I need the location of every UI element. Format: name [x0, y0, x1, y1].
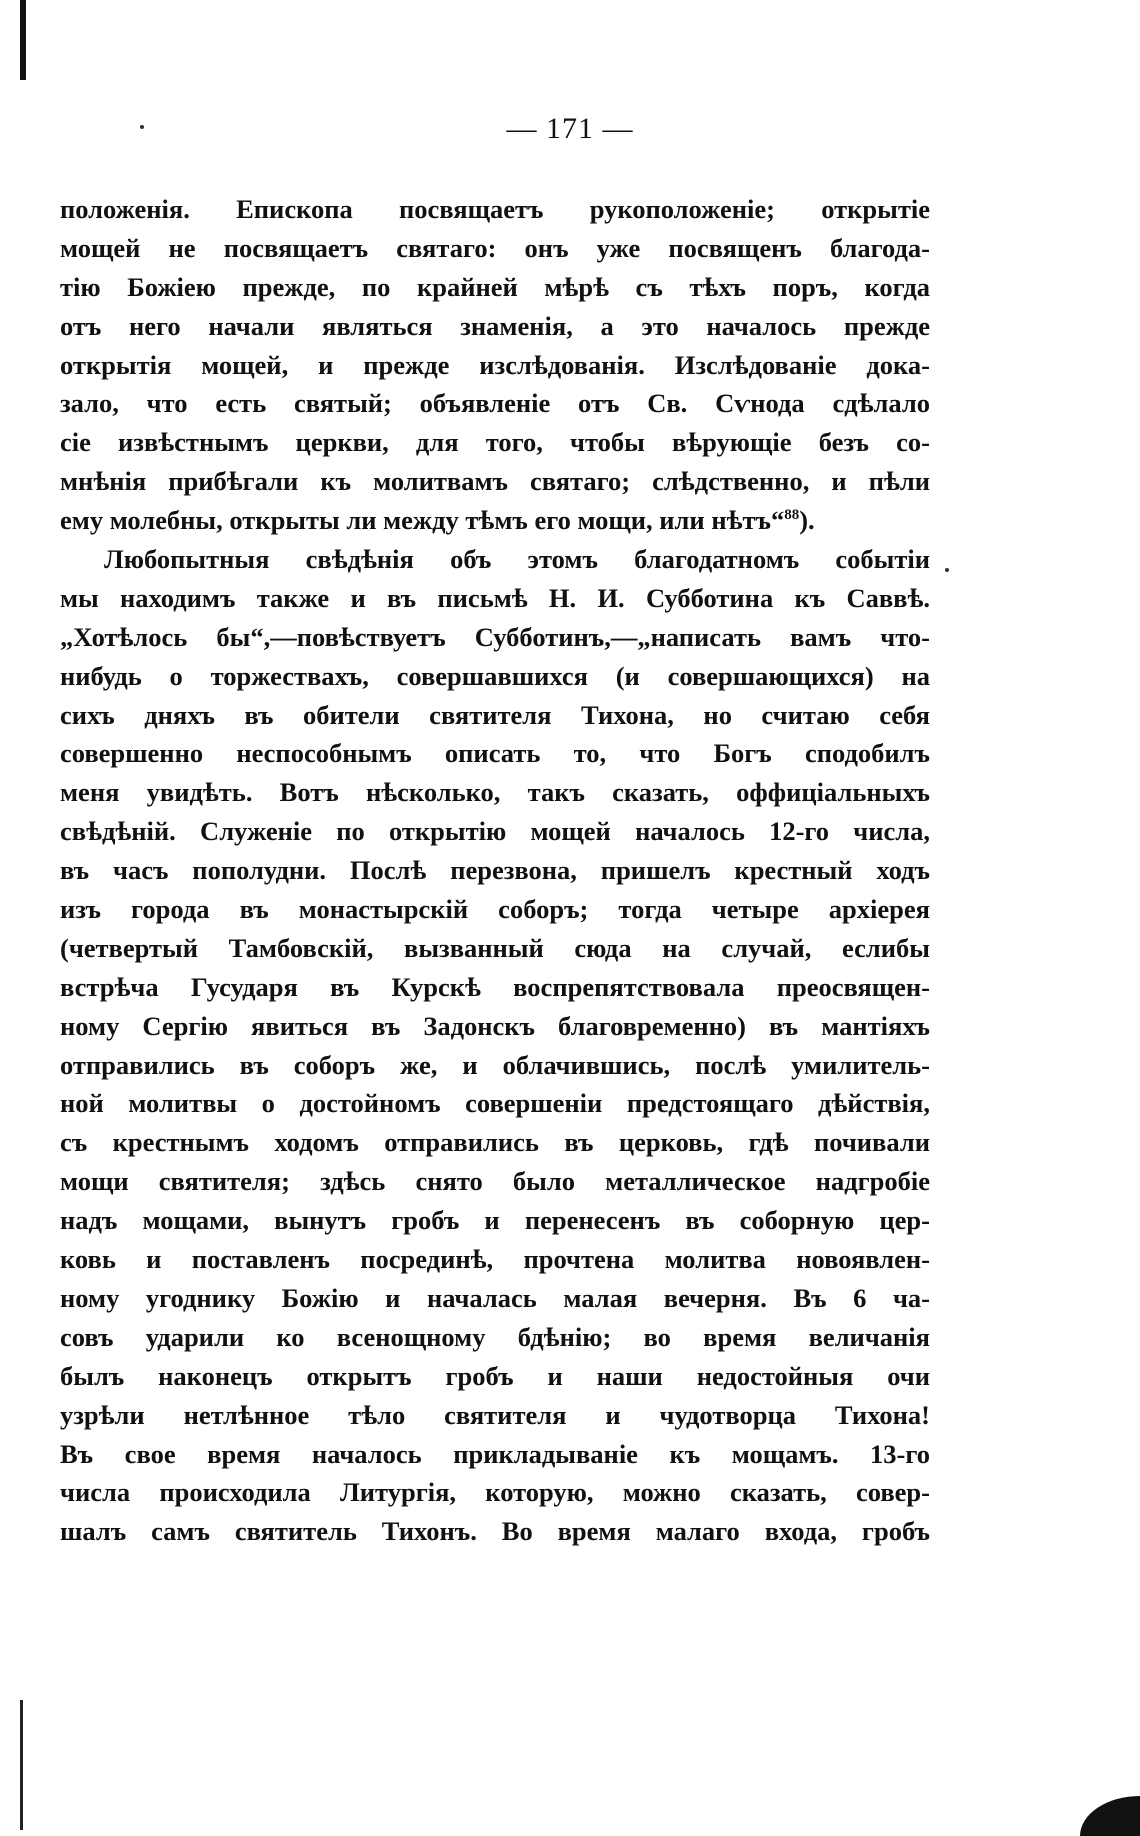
- text-line: нибудь о торжествахъ, совершавшихся (и совершающихся) на: [60, 660, 930, 691]
- text-line: изъ города въ монастырскій соборъ; тогда четыре архіерея: [60, 894, 930, 925]
- text-line: отъ него начали являться знаменія, а это началось прежде: [60, 310, 930, 341]
- text-line: зало, что есть святый; объявленіе отъ Св. Сѵнода сдѣлало: [60, 388, 930, 419]
- text-line: ему молебны, открыты ли между тѣмъ его мощи, или нѣтъ“: [60, 505, 785, 536]
- text-line: ному угоднику Божію и началась малая вечерня. Въ 6 ча-: [60, 1282, 930, 1313]
- text-line: въ часъ пополудни. Послѣ перезвона, пришелъ крестный ходъ: [60, 855, 930, 886]
- text-line: числа происходила Литургія, которую, можно сказать, совер-: [60, 1477, 930, 1508]
- text-line: съ крестнымъ ходомъ отправились въ церковь, гдѣ почивали: [60, 1127, 930, 1158]
- text-line: Любопытныя свѣдѣнія объ этомъ благодатномъ событіи: [104, 544, 930, 575]
- text-line: открытія мощей, и прежде изслѣдованія. Изслѣдованіе дока-: [60, 349, 930, 380]
- text-line: ному Сергію явиться въ Задонскъ благовременно) въ мантіяхъ: [60, 1010, 930, 1041]
- text-line: ной молитвы о достойномъ совершеніи предстоящаго дѣйствія,: [60, 1088, 930, 1119]
- text-line: свѣдѣній. Служеніе по открытію мощей началось 12-го числа,: [60, 816, 930, 847]
- text-line: „Хотѣлось бы“,—повѣствуетъ Субботинъ,—„написать вамъ что-: [60, 621, 930, 652]
- text-line: узрѣли нетлѣнное тѣло святителя и чудотворца Тихона!: [60, 1399, 930, 1430]
- text-line: былъ наконецъ открытъ гробъ и наши недостойныя очи: [60, 1360, 930, 1391]
- body-text: [60, 190, 930, 1551]
- scan-speck: [945, 568, 949, 572]
- text-line: надъ мощами, вынутъ гробъ и перенесенъ въ соборную цер-: [60, 1205, 930, 1236]
- paragraph: [60, 540, 930, 1551]
- text-line: (четвертый Тамбовскій, вызванный сюда на случай, еслибы: [60, 932, 930, 963]
- scan-corner-mark: [1080, 1796, 1140, 1836]
- text-line: мнѣнія прибѣгали къ молитвамъ святаго; слѣдственно, и пѣли: [60, 466, 930, 497]
- text-line: сихъ дняхъ въ обители святителя Тихона, но считаю себя: [60, 699, 930, 730]
- closing-punctuation: ).: [799, 505, 815, 536]
- text-line: Въ свое время началось прикладываніе къ мощамъ. 13-го: [60, 1438, 930, 1469]
- paragraph: [60, 190, 930, 540]
- text-line: меня увидѣть. Вотъ нѣсколько, такъ сказать, оффиціальныхъ: [60, 777, 930, 808]
- text-line: совъ ударили ко всенощному бдѣнію; во время величанія: [60, 1321, 930, 1352]
- text-line: ковь и поставленъ посрединѣ, прочтена молитва новоявлен-: [60, 1244, 930, 1275]
- scan-edge-mark: [20, 1700, 23, 1830]
- text-line: встрѣча Гусударя въ Курскѣ воспрепятствовала преосвящен-: [60, 971, 930, 1002]
- text-line: мы находимъ также и въ письмѣ Н. И. Субботина къ Саввѣ.: [60, 582, 930, 613]
- text-line: сіе извѣстнымъ церкви, для того, чтобы вѣрующіе безъ со-: [60, 427, 930, 458]
- text-line: шалъ самъ святитель Тихонъ. Во время малаго входа, гробъ: [60, 1516, 930, 1547]
- scan-edge-mark: [20, 0, 26, 80]
- footnote-mark: 88: [784, 507, 800, 524]
- text-line: мощей не посвящаетъ святаго: онъ уже посвященъ благода-: [60, 232, 930, 263]
- page-number: — 171 —: [506, 112, 634, 145]
- text-line: мощи святителя; здѣсь снято было металлическое надгробіе: [60, 1166, 930, 1197]
- text-line: отправились въ соборъ же, и облачившись, послѣ умилитель-: [60, 1049, 930, 1080]
- text-line: совершенно неспособнымъ описать то, что Богъ сподобилъ: [60, 738, 930, 769]
- text-line: тію Божіею прежде, по крайней мѣрѣ съ тѣхъ поръ, когда: [60, 271, 930, 302]
- text-line: положенія. Епископа посвящаетъ рукоположеніе; открытіе: [60, 194, 930, 224]
